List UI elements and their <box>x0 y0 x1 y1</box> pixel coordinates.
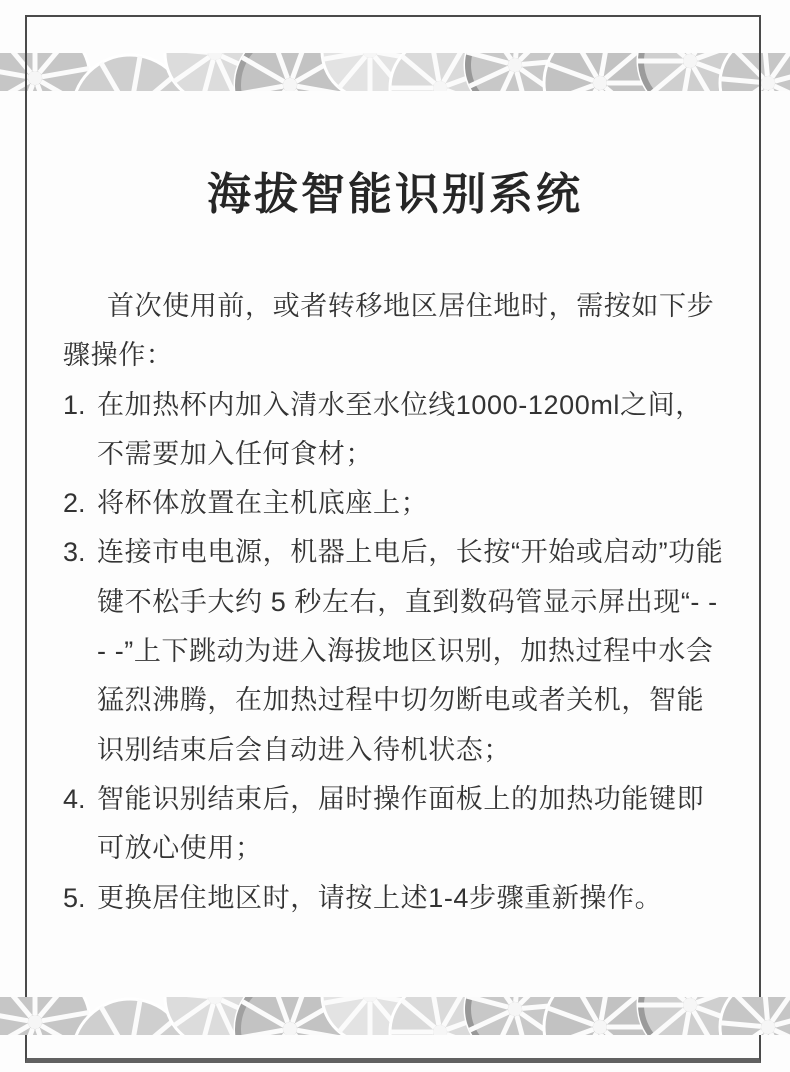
step-text: 更换居住地区时，请按上述1-4步骤重新操作。 <box>97 882 663 913</box>
citrus-border-bottom <box>0 997 790 1035</box>
instructions <box>63 282 727 923</box>
page-title: 海拔智能识别系统 <box>207 170 583 219</box>
step-number: 4. <box>63 783 86 814</box>
step-text: 在加热杯内加入清水至水位线1000-1200ml之间，不需要加入任何食材； <box>97 389 703 469</box>
step-item-1 <box>63 381 727 480</box>
step-item-3 <box>63 528 727 774</box>
intro-paragraph: 首次使用前，或者转移地区居住地时，需按如下步骤操作： <box>63 291 715 371</box>
citrus-pattern-icon <box>0 997 790 1035</box>
step-item-4 <box>63 775 727 874</box>
step-number: 1. <box>63 389 86 420</box>
step-item-5 <box>63 874 727 923</box>
step-text: 智能识别结束后，届时操作面板上的加热功能键即可放心使用； <box>97 783 705 864</box>
step-number: 2. <box>63 488 86 519</box>
step-number: 5. <box>63 882 86 913</box>
step-item-2 <box>63 479 727 528</box>
step-text: 将杯体放置在主机底座上； <box>97 488 429 519</box>
step-number: 3. <box>63 537 86 568</box>
step-text: 连接市电电源，机器上电后，长按“开始或启动”功能键不松手大约 5 秒左右，直到数码管显示屏出现“- - - -”上下跳动为进入海拔地区识别，加热过程中水会猛烈沸腾，在加热过程中切勿断电或者关机，智能识别结束后会自动进入待机状态； <box>97 537 724 765</box>
